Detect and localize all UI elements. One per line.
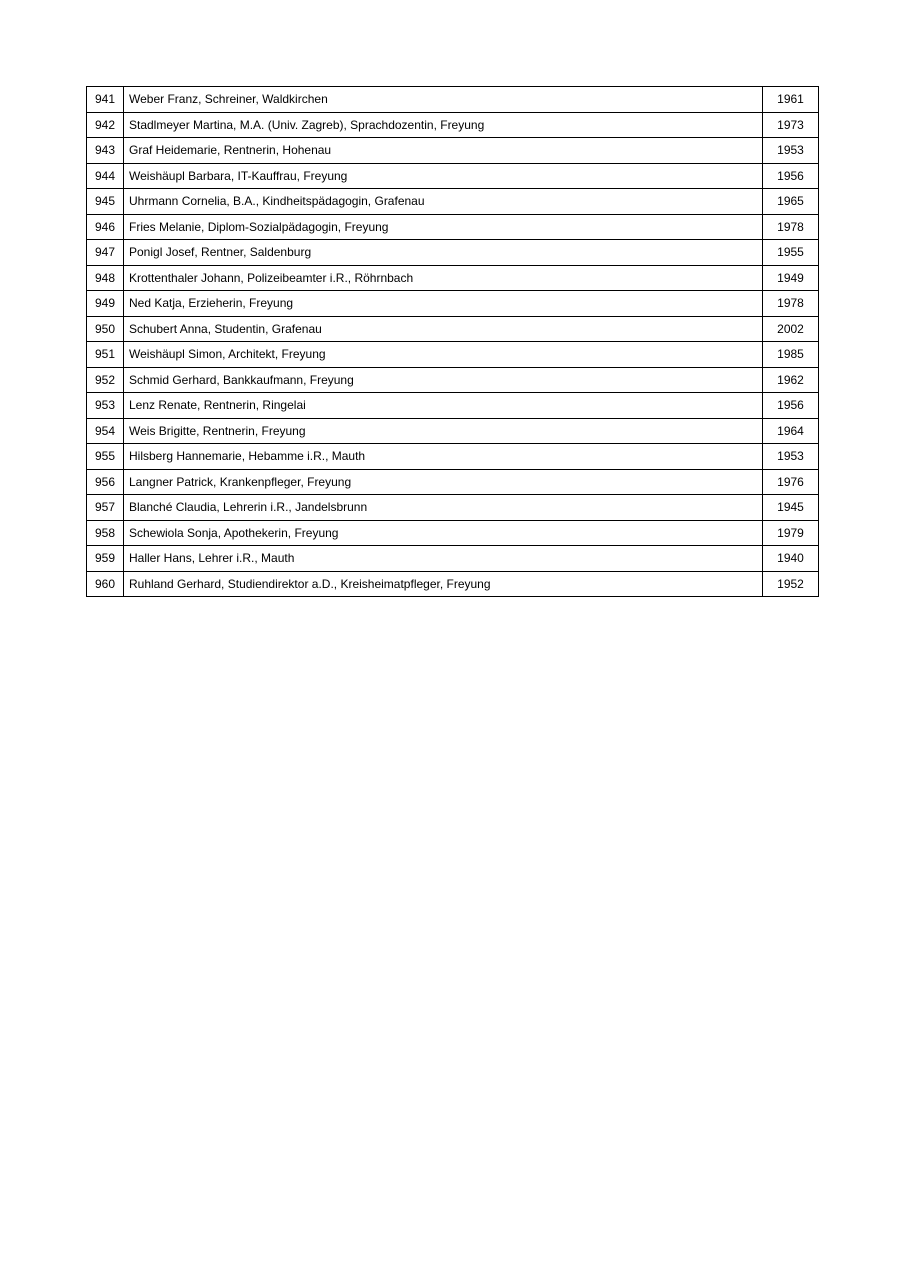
table-row <box>87 189 819 215</box>
row-number-cell: 960 <box>87 571 124 597</box>
candidate-name-cell: Haller Hans, Lehrer i.R., Mauth <box>124 546 763 572</box>
birth-year-cell: 1961 <box>763 87 819 113</box>
candidate-name-cell: Krottenthaler Johann, Polizeibeamter i.R., Röhrnbach <box>124 265 763 291</box>
birth-year-cell: 1973 <box>763 112 819 138</box>
row-number-cell: 952 <box>87 367 124 393</box>
table-row <box>87 265 819 291</box>
candidate-name-cell: Hilsberg Hannemarie, Hebamme i.R., Mauth <box>124 444 763 470</box>
row-number-cell: 953 <box>87 393 124 419</box>
birth-year-cell: 1953 <box>763 138 819 164</box>
birth-year-cell: 1965 <box>763 189 819 215</box>
row-number-cell: 956 <box>87 469 124 495</box>
candidate-name-cell: Schubert Anna, Studentin, Grafenau <box>124 316 763 342</box>
row-number-cell: 958 <box>87 520 124 546</box>
table-row <box>87 291 819 317</box>
row-number-cell: 955 <box>87 444 124 470</box>
candidate-name-cell: Weis Brigitte, Rentnerin, Freyung <box>124 418 763 444</box>
birth-year-cell: 1952 <box>763 571 819 597</box>
candidate-table-body <box>87 87 819 597</box>
table-row <box>87 520 819 546</box>
table-row <box>87 393 819 419</box>
table-row <box>87 367 819 393</box>
candidate-name-cell: Ruhland Gerhard, Studiendirektor a.D., Kreisheimatpfleger, Freyung <box>124 571 763 597</box>
table-row <box>87 546 819 572</box>
row-number-cell: 957 <box>87 495 124 521</box>
candidate-name-cell: Graf Heidemarie, Rentnerin, Hohenau <box>124 138 763 164</box>
candidate-name-cell: Lenz Renate, Rentnerin, Ringelai <box>124 393 763 419</box>
row-number-cell: 941 <box>87 87 124 113</box>
row-number-cell: 942 <box>87 112 124 138</box>
table-row <box>87 214 819 240</box>
table-row <box>87 240 819 266</box>
table-row <box>87 469 819 495</box>
row-number-cell: 945 <box>87 189 124 215</box>
table-row <box>87 138 819 164</box>
candidate-name-cell: Weber Franz, Schreiner, Waldkirchen <box>124 87 763 113</box>
candidate-name-cell: Schmid Gerhard, Bankkaufmann, Freyung <box>124 367 763 393</box>
row-number-cell: 950 <box>87 316 124 342</box>
row-number-cell: 954 <box>87 418 124 444</box>
birth-year-cell: 1978 <box>763 291 819 317</box>
candidate-name-cell: Stadlmeyer Martina, M.A. (Univ. Zagreb), Sprachdozentin, Freyung <box>124 112 763 138</box>
candidate-name-cell: Blanché Claudia, Lehrerin i.R., Jandelsbrunn <box>124 495 763 521</box>
table-row <box>87 316 819 342</box>
table-row <box>87 418 819 444</box>
birth-year-cell: 1945 <box>763 495 819 521</box>
birth-year-cell: 1964 <box>763 418 819 444</box>
birth-year-cell: 1956 <box>763 393 819 419</box>
birth-year-cell: 1940 <box>763 546 819 572</box>
candidate-table <box>86 86 819 597</box>
birth-year-cell: 1962 <box>763 367 819 393</box>
birth-year-cell: 1955 <box>763 240 819 266</box>
row-number-cell: 946 <box>87 214 124 240</box>
candidate-name-cell: Weishäupl Barbara, IT-Kauffrau, Freyung <box>124 163 763 189</box>
candidate-name-cell: Ned Katja, Erzieherin, Freyung <box>124 291 763 317</box>
birth-year-cell: 1976 <box>763 469 819 495</box>
table-row <box>87 163 819 189</box>
row-number-cell: 944 <box>87 163 124 189</box>
birth-year-cell: 1979 <box>763 520 819 546</box>
table-row <box>87 495 819 521</box>
candidate-name-cell: Weishäupl Simon, Architekt, Freyung <box>124 342 763 368</box>
candidate-name-cell: Uhrmann Cornelia, B.A., Kindheitspädagogin, Grafenau <box>124 189 763 215</box>
birth-year-cell: 1956 <box>763 163 819 189</box>
table-row <box>87 342 819 368</box>
table-row <box>87 571 819 597</box>
table-row <box>87 87 819 113</box>
birth-year-cell: 1953 <box>763 444 819 470</box>
row-number-cell: 943 <box>87 138 124 164</box>
birth-year-cell: 1949 <box>763 265 819 291</box>
row-number-cell: 959 <box>87 546 124 572</box>
candidate-name-cell: Langner Patrick, Krankenpfleger, Freyung <box>124 469 763 495</box>
row-number-cell: 951 <box>87 342 124 368</box>
candidate-name-cell: Ponigl Josef, Rentner, Saldenburg <box>124 240 763 266</box>
candidate-name-cell: Fries Melanie, Diplom-Sozialpädagogin, Freyung <box>124 214 763 240</box>
birth-year-cell: 1985 <box>763 342 819 368</box>
birth-year-cell: 2002 <box>763 316 819 342</box>
row-number-cell: 949 <box>87 291 124 317</box>
table-row <box>87 444 819 470</box>
row-number-cell: 947 <box>87 240 124 266</box>
table-row <box>87 112 819 138</box>
row-number-cell: 948 <box>87 265 124 291</box>
candidate-name-cell: Schewiola Sonja, Apothekerin, Freyung <box>124 520 763 546</box>
birth-year-cell: 1978 <box>763 214 819 240</box>
